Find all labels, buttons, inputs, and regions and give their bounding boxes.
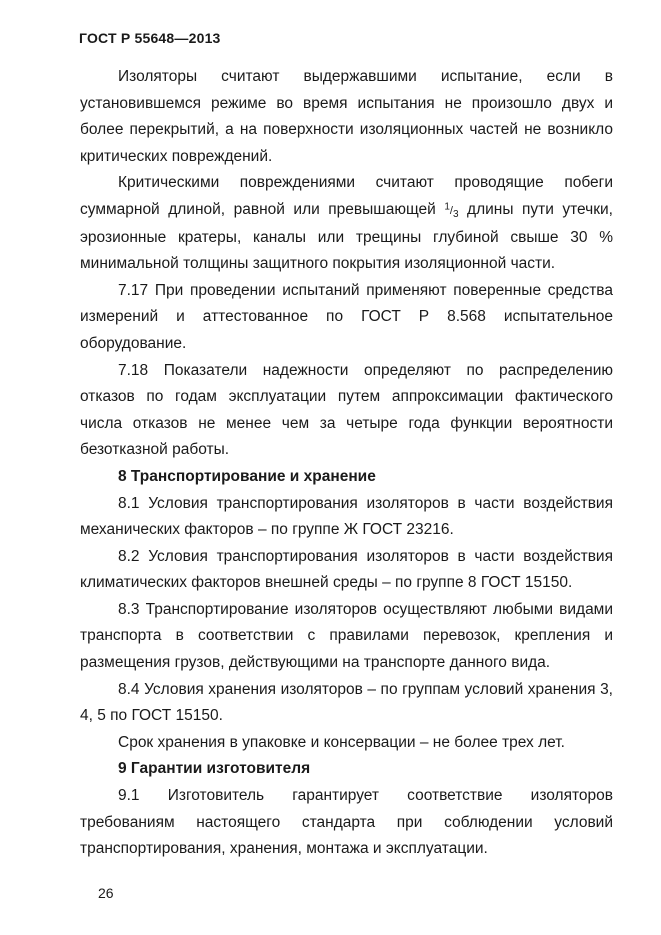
paragraph-9-1: 9.1 Изготовитель гарантирует соответствие изоляторов требованиям настоящего стандарта при соблюдении условий транспортирования, хранения, монтажа и эксплуатации.	[80, 787, 613, 858]
paragraph-critical-damage	[80, 170, 613, 277]
document-body	[80, 64, 613, 863]
section-heading-9: 9 Гарантии изготовителя	[118, 760, 311, 778]
paragraph-8-2: 8.2 Условия транспортирования изоляторов в части воздействия климатических факторов внешней среды – по группе 8 ГОСТ 15150.	[80, 547, 613, 592]
paragraph-8-4: 8.4 Условия хранения изоляторов – по группам условий хранения 3, 4, 5 по ГОСТ 15150.	[80, 680, 613, 725]
paragraph-critical-damage-start: Критическими повреждениями считают проводящие побеги суммарной длиной, равной или превышающей	[80, 174, 613, 218]
page-number: 26	[98, 885, 114, 901]
paragraph-test-criteria: Изоляторы считают выдержавшими испытание, если в установившемся режиме во время испытания не произошло двух и более перекрытий, а на поверхности изоляционных частей не возникло критических повреждений.	[80, 68, 613, 165]
fraction-one-third	[444, 201, 459, 221]
fraction-separator: /	[449, 204, 453, 217]
paragraph-critical-damage-end: длины пути утечки, эрозионные кратеры, каналы или трещины глубиной свыше 30 % минимальной толщины защитного покрытия изоляционной части.	[80, 200, 613, 273]
fraction-denominator: 3	[452, 209, 459, 221]
paragraph-7-17: 7.17 При проведении испытаний применяют поверенные средства измерений и аттестованное по ГОСТ Р 8.568 испытательное оборудование.	[80, 281, 613, 352]
paragraph-7-18: 7.18 Показатели надежности определяют по распределению отказов по годам эксплуатации путем аппроксимации фактического числа отказов не менее чем за четыре года функции вероятности безотказной работы.	[80, 361, 613, 459]
document-header: ГОСТ Р 55648—2013	[79, 30, 221, 46]
paragraph-8-3: 8.3 Транспортирование изоляторов осуществляют любыми видами транспорта в соответствии с правилами перевозок, крепления и размещения грузов, действующими на транспорте данного вида.	[80, 600, 613, 672]
section-heading-8: 8 Транспортирование и хранение	[118, 467, 376, 485]
paragraph-8-1: 8.1 Условия транспортирования изоляторов в части воздействия механических факторов – по группе Ж ГОСТ 23216.	[80, 494, 613, 539]
fraction-numerator: 1	[444, 201, 450, 213]
paragraph-storage-period: Срок хранения в упаковке и консервации – не более трех лет.	[118, 733, 565, 751]
